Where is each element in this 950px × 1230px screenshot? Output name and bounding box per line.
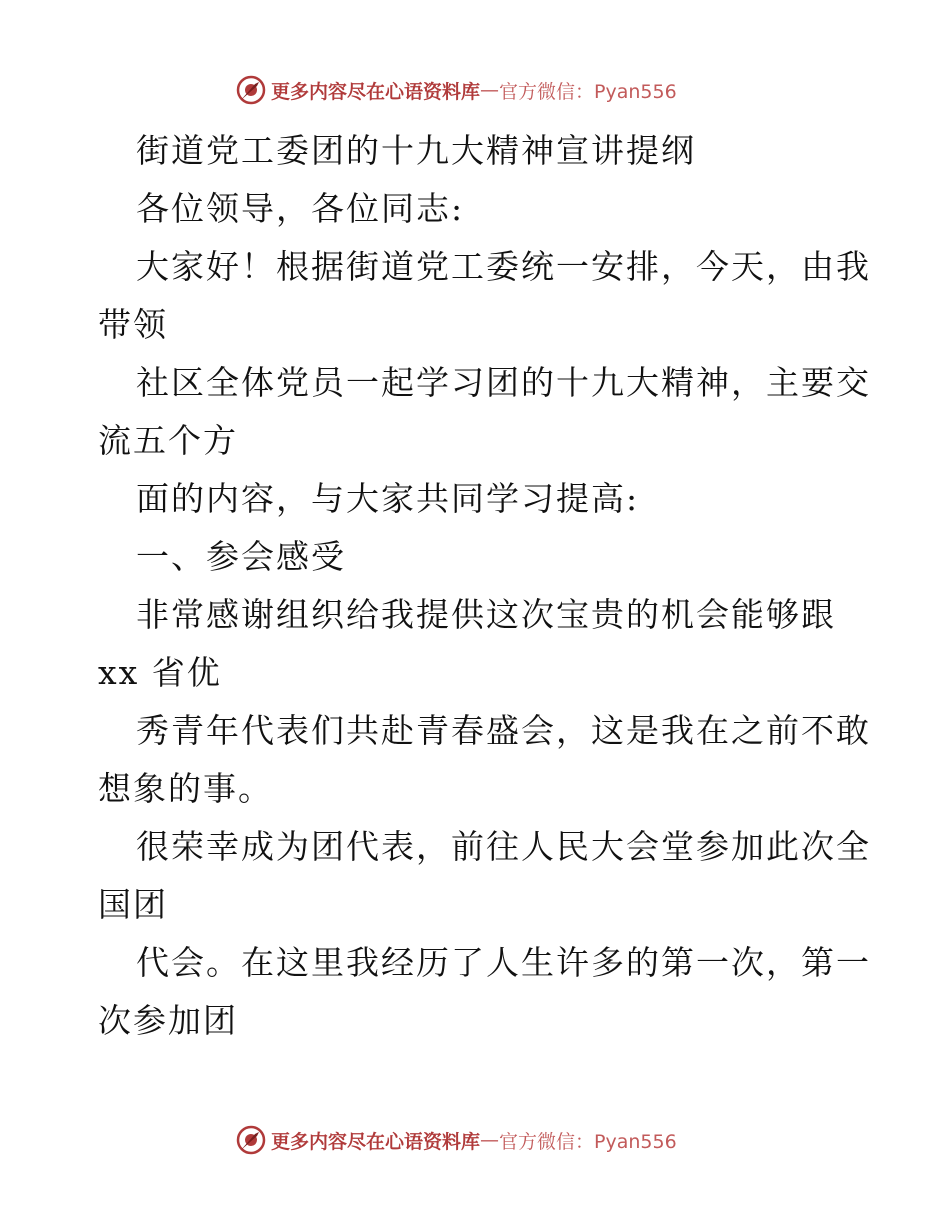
- doc-line: 大家好！根据街道党工委统一安排，今天，由我: [136, 247, 871, 286]
- watermark-account: 官方微信：Pyan556: [499, 80, 677, 103]
- doc-line: 国团: [98, 885, 168, 924]
- watermark-account: 官方微信：Pyan556: [499, 1130, 677, 1153]
- watermark-brand: 更多内容尽在心语资料库: [271, 1130, 481, 1153]
- doc-line: 次参加团: [98, 1001, 238, 1040]
- doc-line: 社区全体党员一起学习团的十九大精神，主要交: [136, 363, 871, 402]
- doc-line: 流五个方: [98, 421, 238, 460]
- doc-title: 街道党工委团的十九大精神宣讲提纲: [136, 131, 696, 170]
- watermark-separator: —: [480, 1129, 500, 1151]
- section-heading: 一、参会感受: [136, 537, 346, 576]
- watermark-separator: —: [480, 79, 500, 101]
- doc-line: 想象的事。: [98, 769, 273, 808]
- doc-line: 带领: [98, 305, 168, 344]
- doc-line: 面的内容，与大家共同学习提高:: [136, 479, 640, 518]
- header-watermark: [235, 73, 677, 107]
- quill-logo-icon: [235, 74, 267, 106]
- footer-watermark: [235, 1123, 677, 1157]
- doc-line: 秀青年代表们共赴青春盛会，这是我在之前不敢: [136, 711, 871, 750]
- doc-line: 各位领导，各位同志:: [136, 189, 465, 228]
- document-body: [98, 122, 871, 1050]
- doc-line: 代会。在这里我经历了人生许多的第一次，第一: [136, 943, 871, 982]
- watermark-brand: 更多内容尽在心语资料库: [271, 80, 481, 103]
- doc-line: 很荣幸成为团代表，前往人民大会堂参加此次全: [136, 827, 871, 866]
- doc-line: 非常感谢组织给我提供这次宝贵的机会能够跟: [136, 595, 836, 634]
- quill-logo-icon: [235, 1124, 267, 1156]
- doc-line: xx 省优: [98, 653, 222, 692]
